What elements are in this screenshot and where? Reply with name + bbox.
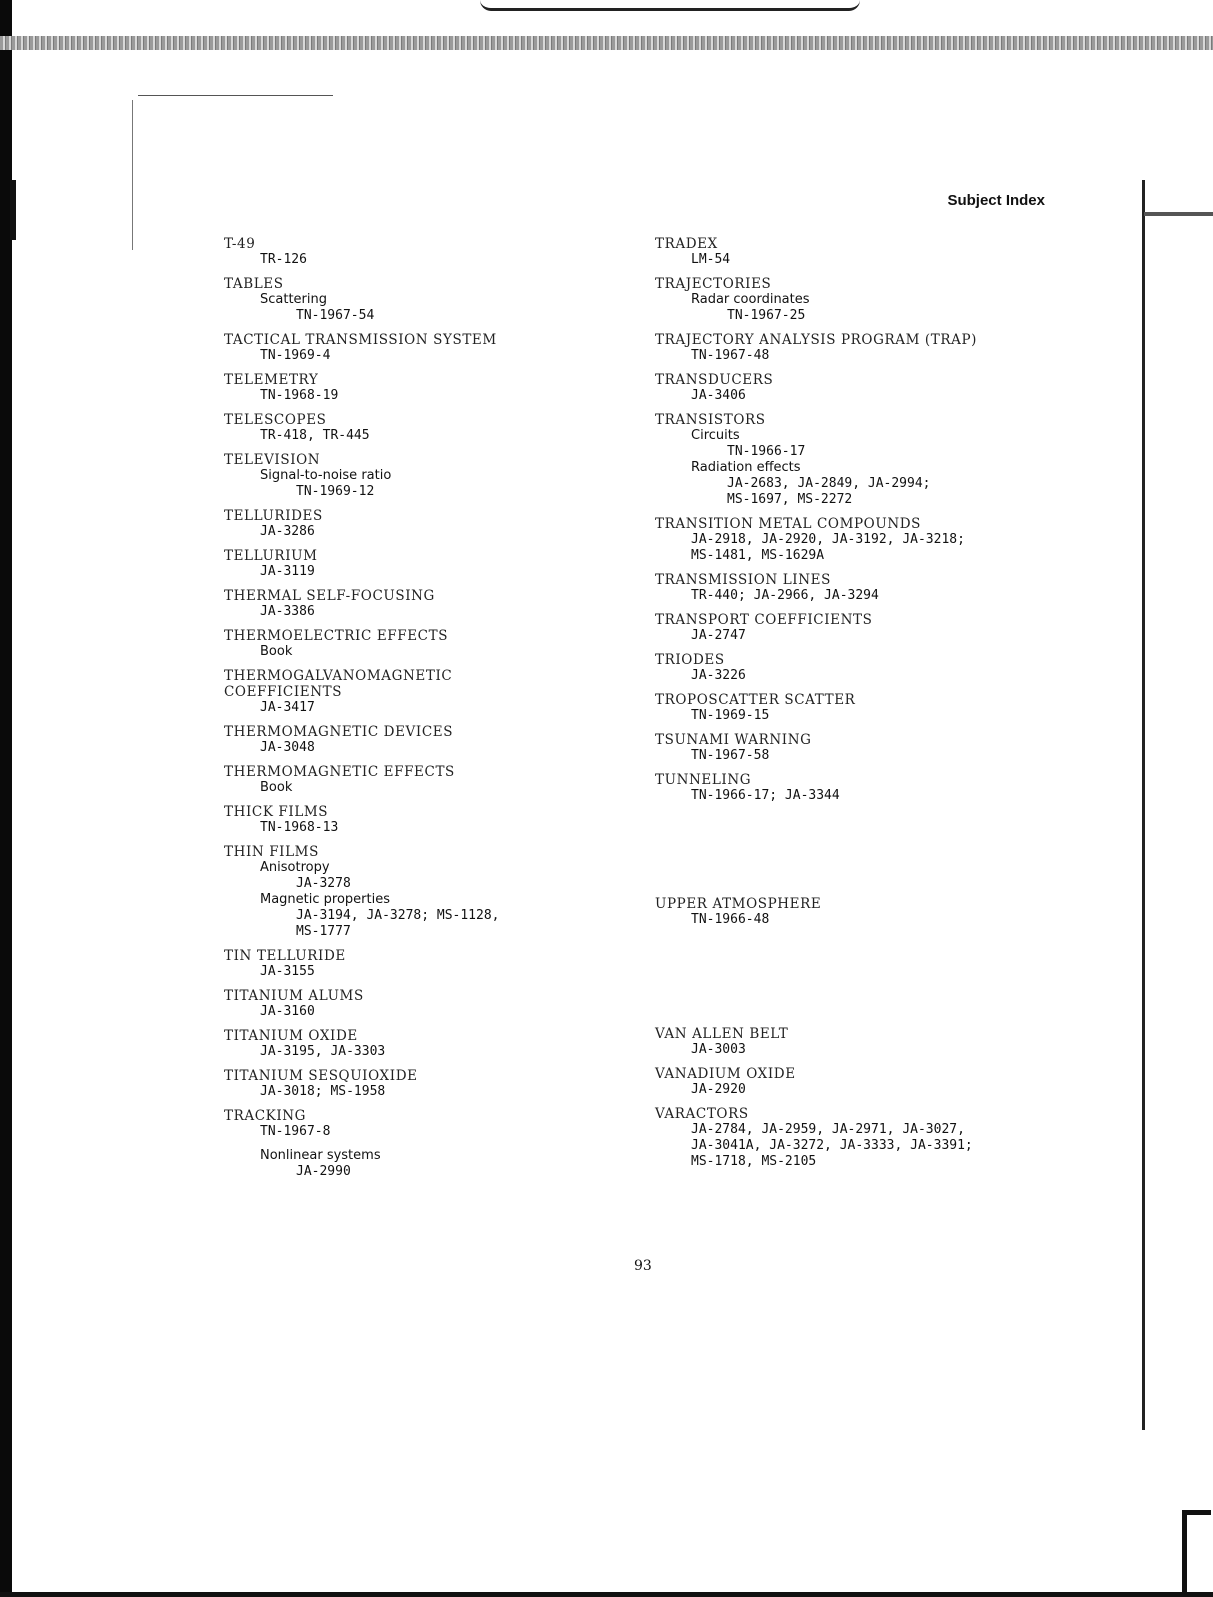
index-heading: TRANSDUCERS	[655, 372, 774, 388]
index-entry	[224, 804, 624, 836]
index-heading: TELLURIDES	[224, 508, 323, 524]
index-reference: TN-1966-17	[727, 444, 806, 459]
index-entry	[655, 276, 1125, 324]
index-heading: THICK FILMS	[224, 804, 329, 820]
index-heading: VAN ALLEN BELT	[655, 1026, 789, 1042]
index-entry	[655, 372, 1125, 404]
index-column-right	[655, 236, 1125, 1178]
index-entry	[655, 772, 1125, 804]
index-reference: JA-3195, JA-3303	[260, 1044, 386, 1059]
scan-corner-mark	[1182, 1510, 1211, 1597]
index-reference: JA-3226	[691, 668, 746, 683]
index-reference: JA-2918, JA-2920, JA-3192, JA-3218;	[691, 532, 965, 547]
index-reference: JA-2784, JA-2959, JA-2971, JA-3027,	[691, 1122, 965, 1137]
index-reference: JA-3406	[691, 388, 746, 403]
index-entry	[224, 628, 624, 660]
index-reference: JA-2683, JA-2849, JA-2994;	[727, 476, 931, 491]
index-heading: TABLES	[224, 276, 284, 292]
index-reference: JA-3041A, JA-3272, JA-3333, JA-3391;	[691, 1138, 973, 1153]
index-reference: JA-3194, JA-3278; MS-1128,	[296, 908, 500, 923]
index-heading: TIN TELLURIDE	[224, 948, 346, 964]
index-heading: THERMOELECTRIC EFFECTS	[224, 628, 449, 644]
index-subheading: Magnetic properties	[260, 892, 390, 907]
index-heading: TELESCOPES	[224, 412, 327, 428]
index-heading: TRACKING	[224, 1108, 307, 1124]
page-frame-left	[132, 100, 133, 250]
index-entry	[224, 988, 624, 1020]
index-heading: THIN FILMS	[224, 844, 319, 860]
index-heading: TRANSITION METAL COMPOUNDS	[655, 516, 922, 532]
index-reference: TN-1967-25	[727, 308, 806, 323]
index-entry	[655, 1066, 1125, 1098]
index-subheading: Radar coordinates	[691, 292, 810, 307]
index-entry	[224, 276, 624, 324]
scan-right-fragment	[1144, 212, 1213, 216]
index-entry	[224, 844, 624, 940]
index-subheading: Anisotropy	[260, 860, 330, 875]
index-heading: THERMOGALVANOMAGNETIC COEFFICIENTS	[224, 668, 453, 700]
scan-top-band	[0, 36, 1213, 50]
index-heading: TITANIUM ALUMS	[224, 988, 364, 1004]
index-reference: JA-2920	[691, 1082, 746, 1097]
index-heading: TRAJECTORIES	[655, 276, 772, 292]
index-heading: TELEVISION	[224, 452, 321, 468]
index-reference: JA-3286	[260, 524, 315, 539]
index-entry	[224, 948, 624, 980]
index-reference: TN-1967-54	[296, 308, 375, 323]
index-heading: TRANSMISSION LINES	[655, 572, 831, 588]
index-reference: TN-1966-48	[691, 912, 770, 927]
index-entry	[655, 572, 1125, 604]
index-reference: TR-418, TR-445	[260, 428, 370, 443]
index-heading: TUNNELING	[655, 772, 752, 788]
index-reference: JA-2747	[691, 628, 746, 643]
index-reference: TN-1968-13	[260, 820, 339, 835]
index-entry	[655, 1026, 1125, 1058]
index-reference: MS-1777	[296, 924, 351, 939]
index-heading: VARACTORS	[655, 1106, 749, 1122]
index-reference: MS-1481, MS-1629A	[691, 548, 825, 563]
index-reference: JA-3160	[260, 1004, 315, 1019]
index-subheading: Book	[260, 644, 293, 659]
index-reference: JA-3048	[260, 740, 315, 755]
index-heading: TACTICAL TRANSMISSION SYSTEM	[224, 332, 497, 348]
index-subheading: Radiation effects	[691, 460, 801, 475]
index-reference: JA-3018; MS-1958	[260, 1084, 386, 1099]
index-heading: TRANSISTORS	[655, 412, 766, 428]
index-entry	[224, 332, 624, 364]
index-heading: UPPER ATMOSPHERE	[655, 896, 822, 912]
index-reference: JA-3278	[296, 876, 351, 891]
index-reference: TR-126	[260, 252, 307, 267]
index-entry	[655, 332, 1125, 364]
index-entry	[655, 732, 1125, 764]
index-entry	[224, 452, 624, 500]
index-entry	[224, 236, 624, 268]
index-reference: TR-440; JA-2966, JA-3294	[691, 588, 879, 603]
index-heading: VANADIUM OXIDE	[655, 1066, 796, 1082]
index-reference: MS-1718, MS-2105	[691, 1154, 817, 1169]
index-entry	[224, 1108, 624, 1180]
index-column-left	[224, 236, 624, 1188]
index-heading: TROPOSCATTER SCATTER	[655, 692, 856, 708]
index-reference: TN-1967-58	[691, 748, 770, 763]
index-heading: T-49	[224, 236, 256, 252]
index-heading: TELLURIUM	[224, 548, 318, 564]
index-heading: TITANIUM SESQUIOXIDE	[224, 1068, 418, 1084]
index-heading: THERMOMAGNETIC EFFECTS	[224, 764, 455, 780]
index-reference: JA-3003	[691, 1042, 746, 1057]
index-reference: JA-2990	[296, 1164, 351, 1179]
scan-top-scrawl	[480, 0, 860, 11]
index-entry	[224, 412, 624, 444]
index-entry	[224, 372, 624, 404]
index-entry	[224, 548, 624, 580]
index-entry	[655, 236, 1125, 268]
index-reference: TN-1967-8	[260, 1124, 331, 1139]
page-number: 93	[634, 1258, 652, 1274]
index-subheading: Book	[260, 780, 293, 795]
index-heading: THERMOMAGNETIC DEVICES	[224, 724, 454, 740]
index-reference: JA-3155	[260, 964, 315, 979]
index-subheading: Circuits	[691, 428, 740, 443]
index-reference: TN-1967-48	[691, 348, 770, 363]
index-heading: TRIODES	[655, 652, 725, 668]
index-heading: TITANIUM OXIDE	[224, 1028, 358, 1044]
index-entry	[655, 612, 1125, 644]
index-entry	[655, 896, 1125, 928]
index-reference: JA-3417	[260, 700, 315, 715]
index-heading: TRANSPORT COEFFICIENTS	[655, 612, 873, 628]
index-entry	[224, 1028, 624, 1060]
index-entry	[224, 724, 624, 756]
scan-bottom-edge	[0, 1592, 1213, 1597]
index-subheading: Scattering	[260, 292, 328, 307]
index-reference: TN-1969-4	[260, 348, 331, 363]
index-reference: JA-3119	[260, 564, 315, 579]
scan-right-edge	[1142, 180, 1145, 1430]
index-heading: TSUNAMI WARNING	[655, 732, 812, 748]
index-heading: TELEMETRY	[224, 372, 319, 388]
index-heading: TRADEX	[655, 236, 718, 252]
index-entry	[224, 1068, 624, 1100]
index-heading: TRAJECTORY ANALYSIS PROGRAM (TRAP)	[655, 332, 978, 348]
index-reference: TN-1966-17; JA-3344	[691, 788, 840, 803]
index-reference: TN-1969-12	[296, 484, 375, 499]
index-subheading: Signal-to-noise ratio	[260, 468, 392, 483]
index-subheading: Nonlinear systems	[260, 1148, 381, 1163]
page-header-title: Subject Index	[947, 192, 1045, 209]
index-reference: JA-3386	[260, 604, 315, 619]
index-entry	[655, 652, 1125, 684]
index-heading: THERMAL SELF-FOCUSING	[224, 588, 435, 604]
index-entry	[224, 764, 624, 796]
page-frame-top	[138, 95, 333, 96]
index-reference: TN-1969-15	[691, 708, 770, 723]
index-entry	[224, 668, 624, 716]
scan-edge-notch	[10, 180, 16, 240]
index-entry	[655, 692, 1125, 724]
index-entry	[224, 588, 624, 620]
index-reference: MS-1697, MS-2272	[727, 492, 853, 507]
index-reference: LM-54	[691, 252, 731, 267]
index-entry	[655, 516, 1125, 564]
index-reference: TN-1968-19	[260, 388, 339, 403]
index-entry	[655, 1106, 1125, 1170]
index-entry	[224, 508, 624, 540]
index-entry	[655, 412, 1125, 508]
